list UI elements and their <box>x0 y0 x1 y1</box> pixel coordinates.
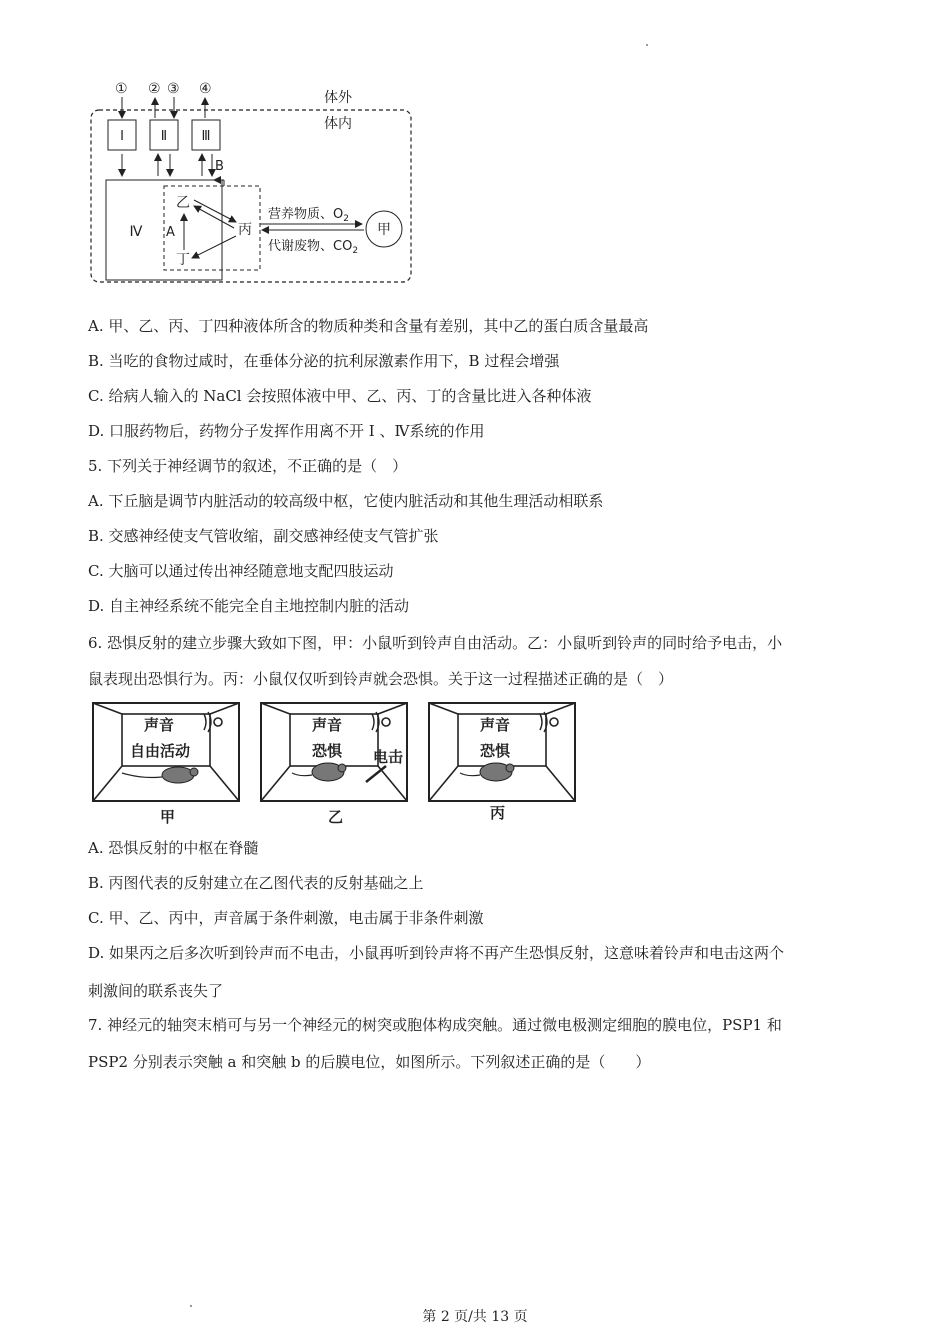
process-a-label: A <box>166 225 175 240</box>
scan-dot <box>646 44 648 46</box>
fluid-yi: 乙 <box>176 195 190 211</box>
q6-option-d-cont: 刺激间的联系丧失了 <box>88 982 224 1000</box>
system-2-label: Ⅱ <box>160 129 168 144</box>
q5-option-d: D. 自主神经系统不能完全自主地控制内脏的活动 <box>88 597 410 615</box>
panel-jia <box>93 703 239 826</box>
system-1-label: Ⅰ <box>120 129 124 144</box>
panel-bing <box>429 703 575 822</box>
q6-option-c: C. 甲、乙、丙中，声音属于条件刺激，电击属于非条件刺激 <box>88 909 484 927</box>
q4-option-c: C. 给病人输入的 NaCl 会按照体液中甲、乙、丙、丁的含量比进入各种体液 <box>88 387 592 405</box>
outside-label: 体外 <box>324 90 352 106</box>
marker-2: ② <box>148 81 161 97</box>
fluid-ding: 丁 <box>176 252 190 268</box>
svg-text:声音: 声音 <box>312 716 343 734</box>
inside-label: 体内 <box>324 116 352 132</box>
svg-text:电击: 电击 <box>373 748 404 766</box>
fluid-jia: 甲 <box>377 222 391 238</box>
marker-1: ① <box>115 81 128 97</box>
q7-line1: 7. 神经元的轴突末梢可与另一个神经元的树突或胞体构成突触。通过微电极测定细胞的膜电位，PSP1 和 <box>88 1016 782 1034</box>
marker-4: ④ <box>199 81 212 97</box>
svg-text:自由活动: 自由活动 <box>130 742 191 760</box>
q6-option-d: D. 如果丙之后多次听到铃声而不电击，小鼠再听到铃声将不再产生恐惧反射，这意味着铃声和电击这两个 <box>88 944 785 962</box>
waste-label: 代谢废物、$CO_2$ <box>268 239 359 256</box>
q4-option-a: A. 甲、乙、丙、丁四种液体所含的物质种类和含量有差别，其中乙的蛋白质含量最高 <box>88 317 649 335</box>
q5-option-b: B. 交感神经使支气管收缩，副交感神经使支气管扩张 <box>88 527 439 545</box>
q6-option-a: A. 恐惧反射的中枢在脊髓 <box>88 839 259 857</box>
mouse-icon <box>162 767 194 783</box>
system-3-label: Ⅲ <box>201 129 211 144</box>
page-footer: 第 2 页/共 13 页 <box>422 1309 528 1325</box>
svg-text:声音: 声音 <box>480 716 511 734</box>
body-boundary <box>91 110 411 282</box>
q6-stem-line1: 6. 恐惧反射的建立步骤大致如下图，甲：小鼠听到铃声自由活动。乙：小鼠听到铃声的同时给予电击，小 <box>88 634 783 652</box>
process-b-label: B <box>215 159 224 174</box>
system-4-label: Ⅳ <box>129 224 143 240</box>
q5-option-c: C. 大脑可以通过传出神经随意地支配四肢运动 <box>88 562 394 580</box>
q7-line2: PSP2 分别表示突触 a 和突触 b 的后膜电位，如图所示。下列叙述正确的是（ ） <box>88 1053 651 1071</box>
nutrients-label: 营养物质、$O_2$ <box>268 207 349 224</box>
svg-text:恐惧: 恐惧 <box>480 742 511 760</box>
q4-option-b: B. 当吃的食物过咸时，在垂体分泌的抗利尿激素作用下，B 过程会增强 <box>88 352 560 370</box>
svg-text:乙: 乙 <box>328 808 344 826</box>
q4-option-d: D. 口服药物后，药物分子发挥作用离不开 Ⅰ 、Ⅳ系统的作用 <box>88 422 485 440</box>
fear-reflex-figure <box>90 700 590 830</box>
svg-text:声音: 声音 <box>144 716 175 734</box>
marker-3: ③ <box>167 81 180 97</box>
svg-text:丙: 丙 <box>490 804 506 822</box>
fluid-bing: 丙 <box>238 222 252 238</box>
body-fluid-diagram <box>84 76 424 288</box>
panel-yi <box>261 703 407 826</box>
q5-stem: 5. 下列关于神经调节的叙述，不正确的是（ ） <box>88 457 408 475</box>
svg-text:甲: 甲 <box>160 808 176 826</box>
q6-option-b: B. 丙图代表的反射建立在乙图代表的反射基础之上 <box>88 874 424 892</box>
q5-option-a: A. 下丘脑是调节内脏活动的较高级中枢，它使内脏活动和其他生理活动相联系 <box>88 492 604 510</box>
svg-text:恐惧: 恐惧 <box>312 742 343 760</box>
q6-stem-line2: 鼠表现出恐惧行为。丙：小鼠仅仅听到铃声就会恐惧。关于这一过程描述正确的是（ ） <box>88 670 674 688</box>
